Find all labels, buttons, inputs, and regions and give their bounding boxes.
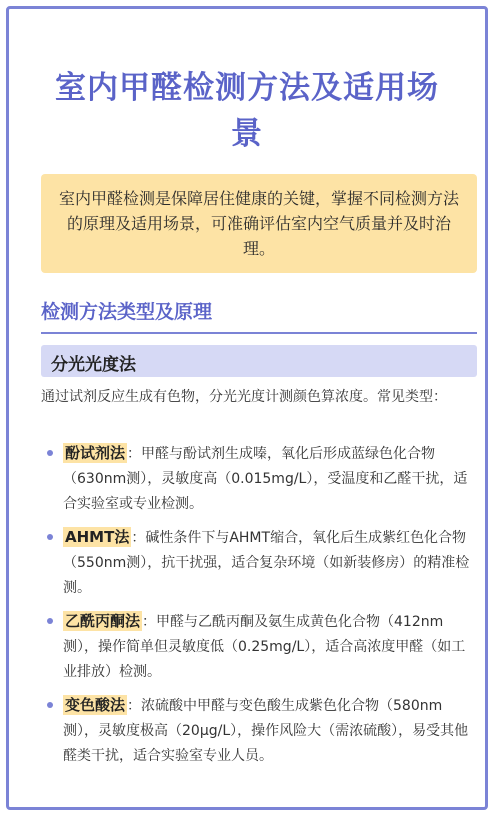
- method-name: 乙酰丙酮法: [65, 612, 141, 630]
- bullet-dot-icon: [47, 618, 53, 624]
- page-frame: [6, 6, 488, 810]
- page-title: 室内甲醛检测方法及适用场景: [55, 70, 439, 152]
- list-item: [41, 693, 477, 769]
- method-description: 甲醛与酚试剂生成嗪，氧化后形成蓝绿色化合物（630nm测），灵敏度高（0.015mg/L），受温度和乙醛干扰，适合实验室或专业检测。: [63, 446, 468, 512]
- method-description: 碱性条件下与AHMT缩合，氧化后生成紫红色化合物（550nm测），抗干扰强，适合复杂环境（如新装修房）的精准检测。: [63, 530, 470, 596]
- method-name: 酚试剂法: [65, 444, 126, 462]
- method-name: AHMT法: [65, 528, 130, 546]
- section-heading: 检测方法类型及原理: [41, 297, 477, 334]
- method-separator: ：: [127, 698, 142, 714]
- method-description: 甲醛与乙酰丙酮及氨生成黄色化合物（412nm测），操作简单但灵敏度低（0.25mg/L），适合高浓度甲醛（如工业排放）检测。: [63, 614, 466, 680]
- method-description: 浓硫酸中甲醛与变色酸生成紫色化合物（580nm测），灵敏度极高（20μg/L），操作风险大（需浓硫酸），易受其他醛类干扰，适合实验室专业人员。: [63, 698, 469, 764]
- bullet-dot-icon: [47, 534, 53, 540]
- bullet-dot-icon: [47, 450, 53, 456]
- method-separator: ：: [131, 530, 146, 546]
- list-item: [41, 609, 477, 685]
- list-item: [41, 441, 477, 517]
- method-separator: ：: [142, 614, 157, 630]
- method-name: 变色酸法: [65, 696, 126, 714]
- method-list: [41, 441, 477, 777]
- lead-paragraph: 通过试剂反应生成有色物，分光光度计测颜色算浓度。常见类型：: [41, 389, 447, 405]
- bullet-dot-icon: [47, 702, 53, 708]
- intro-box: 室内甲醛检测是保障居住健康的关键，掌握不同检测方法的原理及适用场景，可准确评估室内空气质量并及时治理。: [41, 174, 477, 273]
- subheading-spectrophotometry: 分光光度法: [41, 345, 477, 377]
- method-separator: ：: [127, 446, 142, 462]
- list-item: [41, 525, 477, 601]
